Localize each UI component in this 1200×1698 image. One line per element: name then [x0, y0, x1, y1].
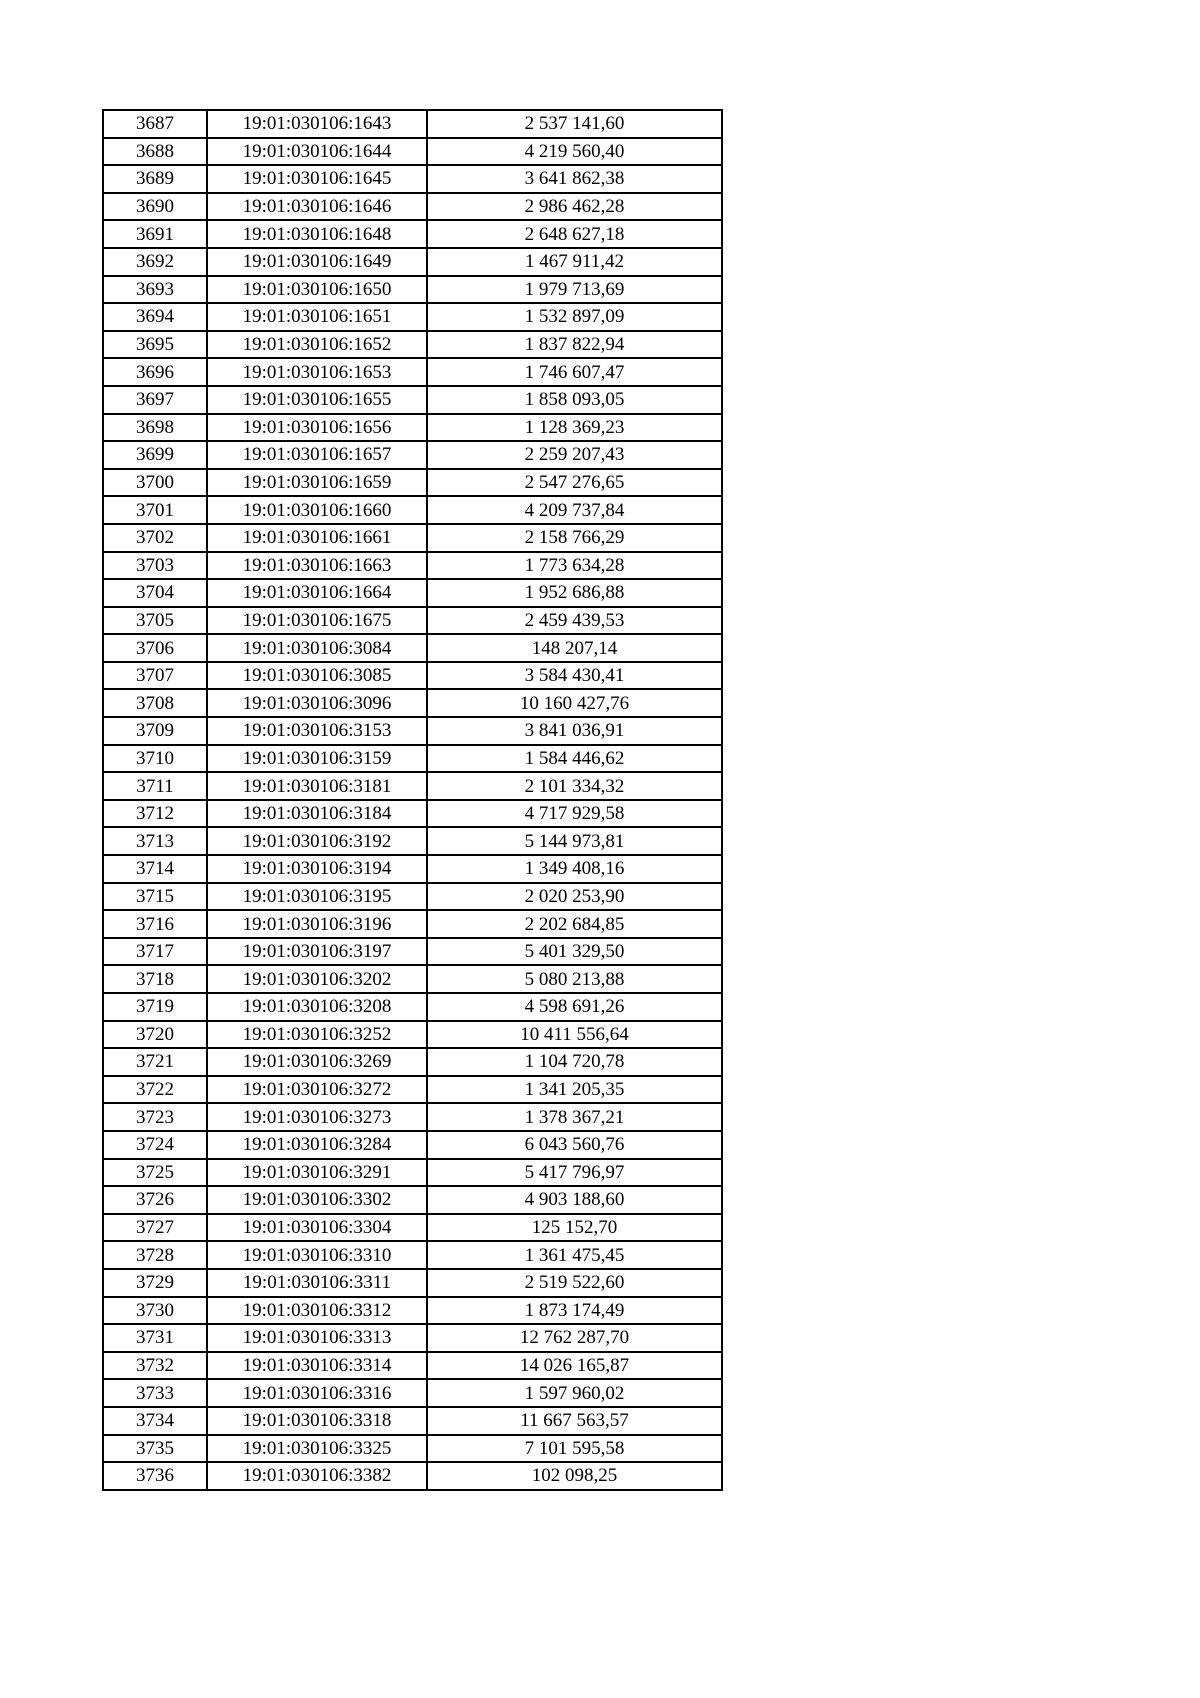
row-number-cell: 3695	[103, 331, 207, 359]
data-table	[102, 109, 723, 1491]
value-cell: 12 762 287,70	[427, 1324, 722, 1352]
value-cell: 1 128 369,23	[427, 414, 722, 442]
row-number-cell: 3700	[103, 469, 207, 497]
value-cell: 2 547 276,65	[427, 469, 722, 497]
cadastral-number-cell: 19:01:030106:3284	[207, 1131, 427, 1159]
cadastral-number-cell: 19:01:030106:1649	[207, 248, 427, 276]
table-row	[103, 745, 722, 773]
cadastral-number-cell: 19:01:030106:3184	[207, 800, 427, 828]
cadastral-number-cell: 19:01:030106:3197	[207, 938, 427, 966]
value-cell: 1 341 205,35	[427, 1076, 722, 1104]
cadastral-number-cell: 19:01:030106:3085	[207, 662, 427, 690]
table-row	[103, 883, 722, 911]
table-row	[103, 634, 722, 662]
row-number-cell: 3691	[103, 220, 207, 248]
value-cell: 1 837 822,94	[427, 331, 722, 359]
row-number-cell: 3720	[103, 1021, 207, 1049]
row-number-cell: 3690	[103, 193, 207, 221]
row-number-cell: 3726	[103, 1186, 207, 1214]
cadastral-number-cell: 19:01:030106:3208	[207, 993, 427, 1021]
table-body	[103, 110, 722, 1490]
table-row	[103, 1407, 722, 1435]
table-row	[103, 110, 722, 138]
value-cell: 10 411 556,64	[427, 1021, 722, 1049]
table-row	[103, 800, 722, 828]
row-number-cell: 3693	[103, 276, 207, 304]
row-number-cell: 3727	[103, 1214, 207, 1242]
row-number-cell: 3687	[103, 110, 207, 138]
cadastral-number-cell: 19:01:030106:3159	[207, 745, 427, 773]
value-cell: 10 160 427,76	[427, 689, 722, 717]
cadastral-number-cell: 19:01:030106:3273	[207, 1103, 427, 1131]
value-cell: 3 841 036,91	[427, 717, 722, 745]
table-row	[103, 1297, 722, 1325]
value-cell: 2 648 627,18	[427, 220, 722, 248]
table-row	[103, 414, 722, 442]
row-number-cell: 3709	[103, 717, 207, 745]
cadastral-number-cell: 19:01:030106:3313	[207, 1324, 427, 1352]
row-number-cell: 3694	[103, 303, 207, 331]
table-row	[103, 552, 722, 580]
row-number-cell: 3692	[103, 248, 207, 276]
value-cell: 148 207,14	[427, 634, 722, 662]
table-row	[103, 1379, 722, 1407]
cadastral-number-cell: 19:01:030106:1643	[207, 110, 427, 138]
value-cell: 6 043 560,76	[427, 1131, 722, 1159]
table-row	[103, 1462, 722, 1490]
cadastral-number-cell: 19:01:030106:3096	[207, 689, 427, 717]
value-cell: 2 020 253,90	[427, 883, 722, 911]
value-cell: 1 467 911,42	[427, 248, 722, 276]
cadastral-number-cell: 19:01:030106:1648	[207, 220, 427, 248]
cadastral-number-cell: 19:01:030106:1663	[207, 552, 427, 580]
table-row	[103, 1269, 722, 1297]
value-cell: 2 459 439,53	[427, 607, 722, 635]
table-row	[103, 772, 722, 800]
row-number-cell: 3723	[103, 1103, 207, 1131]
row-number-cell: 3718	[103, 965, 207, 993]
row-number-cell: 3729	[103, 1269, 207, 1297]
cadastral-number-cell: 19:01:030106:1661	[207, 524, 427, 552]
table-row	[103, 1131, 722, 1159]
value-cell: 1 104 720,78	[427, 1048, 722, 1076]
table-row	[103, 441, 722, 469]
cadastral-number-cell: 19:01:030106:1653	[207, 358, 427, 386]
row-number-cell: 3728	[103, 1241, 207, 1269]
row-number-cell: 3724	[103, 1131, 207, 1159]
table-row	[103, 1186, 722, 1214]
cadastral-number-cell: 19:01:030106:3302	[207, 1186, 427, 1214]
cadastral-number-cell: 19:01:030106:3304	[207, 1214, 427, 1242]
row-number-cell: 3733	[103, 1379, 207, 1407]
value-cell: 125 152,70	[427, 1214, 722, 1242]
row-number-cell: 3703	[103, 552, 207, 580]
value-cell: 5 417 796,97	[427, 1159, 722, 1187]
table-row	[103, 689, 722, 717]
value-cell: 14 026 165,87	[427, 1352, 722, 1380]
row-number-cell: 3732	[103, 1352, 207, 1380]
value-cell: 2 202 684,85	[427, 910, 722, 938]
value-cell: 5 144 973,81	[427, 827, 722, 855]
table-row	[103, 1435, 722, 1463]
table-row	[103, 524, 722, 552]
row-number-cell: 3702	[103, 524, 207, 552]
cadastral-number-cell: 19:01:030106:1652	[207, 331, 427, 359]
row-number-cell: 3735	[103, 1435, 207, 1463]
cadastral-number-cell: 19:01:030106:3196	[207, 910, 427, 938]
cadastral-number-cell: 19:01:030106:1644	[207, 138, 427, 166]
row-number-cell: 3711	[103, 772, 207, 800]
cadastral-number-cell: 19:01:030106:1651	[207, 303, 427, 331]
value-cell: 1 952 686,88	[427, 579, 722, 607]
value-cell: 102 098,25	[427, 1462, 722, 1490]
row-number-cell: 3712	[103, 800, 207, 828]
value-cell: 1 858 093,05	[427, 386, 722, 414]
value-cell: 3 584 430,41	[427, 662, 722, 690]
table-row	[103, 1021, 722, 1049]
table-row	[103, 1076, 722, 1104]
value-cell: 4 598 691,26	[427, 993, 722, 1021]
cadastral-number-cell: 19:01:030106:1656	[207, 414, 427, 442]
cadastral-number-cell: 19:01:030106:3318	[207, 1407, 427, 1435]
row-number-cell: 3699	[103, 441, 207, 469]
value-cell: 1 378 367,21	[427, 1103, 722, 1131]
cadastral-number-cell: 19:01:030106:1675	[207, 607, 427, 635]
row-number-cell: 3696	[103, 358, 207, 386]
row-number-cell: 3708	[103, 689, 207, 717]
value-cell: 11 667 563,57	[427, 1407, 722, 1435]
table-row	[103, 579, 722, 607]
cadastral-number-cell: 19:01:030106:3312	[207, 1297, 427, 1325]
cadastral-number-cell: 19:01:030106:1650	[207, 276, 427, 304]
table-row	[103, 1048, 722, 1076]
value-cell: 5 401 329,50	[427, 938, 722, 966]
table-row	[103, 662, 722, 690]
row-number-cell: 3721	[103, 1048, 207, 1076]
row-number-cell: 3719	[103, 993, 207, 1021]
row-number-cell: 3707	[103, 662, 207, 690]
table-row	[103, 220, 722, 248]
cadastral-number-cell: 19:01:030106:1657	[207, 441, 427, 469]
table-row	[103, 496, 722, 524]
table-row	[103, 993, 722, 1021]
value-cell: 5 080 213,88	[427, 965, 722, 993]
value-cell: 4 219 560,40	[427, 138, 722, 166]
value-cell: 1 584 446,62	[427, 745, 722, 773]
value-cell: 1 349 408,16	[427, 855, 722, 883]
row-number-cell: 3706	[103, 634, 207, 662]
cadastral-number-cell: 19:01:030106:3269	[207, 1048, 427, 1076]
cadastral-number-cell: 19:01:030106:3195	[207, 883, 427, 911]
value-cell: 3 641 862,38	[427, 165, 722, 193]
value-cell: 1 873 174,49	[427, 1297, 722, 1325]
row-number-cell: 3689	[103, 165, 207, 193]
table-row	[103, 1214, 722, 1242]
row-number-cell: 3717	[103, 938, 207, 966]
cadastral-number-cell: 19:01:030106:3194	[207, 855, 427, 883]
row-number-cell: 3698	[103, 414, 207, 442]
table-row	[103, 1324, 722, 1352]
table-row	[103, 1241, 722, 1269]
table-row	[103, 1352, 722, 1380]
row-number-cell: 3736	[103, 1462, 207, 1490]
table-row	[103, 303, 722, 331]
row-number-cell: 3710	[103, 745, 207, 773]
table-row	[103, 248, 722, 276]
table-row	[103, 193, 722, 221]
cadastral-number-cell: 19:01:030106:3084	[207, 634, 427, 662]
value-cell: 1 361 475,45	[427, 1241, 722, 1269]
table-row	[103, 607, 722, 635]
row-number-cell: 3713	[103, 827, 207, 855]
value-cell: 2 519 522,60	[427, 1269, 722, 1297]
table-row	[103, 827, 722, 855]
value-cell: 1 746 607,47	[427, 358, 722, 386]
cadastral-number-cell: 19:01:030106:1645	[207, 165, 427, 193]
value-cell: 1 597 960,02	[427, 1379, 722, 1407]
cadastral-number-cell: 19:01:030106:1660	[207, 496, 427, 524]
cadastral-number-cell: 19:01:030106:3153	[207, 717, 427, 745]
table-row	[103, 358, 722, 386]
row-number-cell: 3722	[103, 1076, 207, 1104]
table-row	[103, 138, 722, 166]
cadastral-number-cell: 19:01:030106:1655	[207, 386, 427, 414]
value-cell: 2 101 334,32	[427, 772, 722, 800]
value-cell: 1 773 634,28	[427, 552, 722, 580]
value-cell: 2 986 462,28	[427, 193, 722, 221]
row-number-cell: 3705	[103, 607, 207, 635]
value-cell: 4 717 929,58	[427, 800, 722, 828]
row-number-cell: 3704	[103, 579, 207, 607]
value-cell: 1 532 897,09	[427, 303, 722, 331]
cadastral-number-cell: 19:01:030106:3310	[207, 1241, 427, 1269]
table-row	[103, 938, 722, 966]
row-number-cell: 3725	[103, 1159, 207, 1187]
cadastral-number-cell: 19:01:030106:3181	[207, 772, 427, 800]
value-cell: 2 537 141,60	[427, 110, 722, 138]
table-row	[103, 717, 722, 745]
value-cell: 4 209 737,84	[427, 496, 722, 524]
row-number-cell: 3716	[103, 910, 207, 938]
row-number-cell: 3715	[103, 883, 207, 911]
table-row	[103, 1159, 722, 1187]
row-number-cell: 3731	[103, 1324, 207, 1352]
table-row	[103, 1103, 722, 1131]
row-number-cell: 3734	[103, 1407, 207, 1435]
row-number-cell: 3688	[103, 138, 207, 166]
cadastral-number-cell: 19:01:030106:1646	[207, 193, 427, 221]
cadastral-number-cell: 19:01:030106:3291	[207, 1159, 427, 1187]
table-row	[103, 276, 722, 304]
table-row	[103, 386, 722, 414]
row-number-cell: 3730	[103, 1297, 207, 1325]
cadastral-number-cell: 19:01:030106:1659	[207, 469, 427, 497]
table-row	[103, 469, 722, 497]
cadastral-number-cell: 19:01:030106:3382	[207, 1462, 427, 1490]
value-cell: 4 903 188,60	[427, 1186, 722, 1214]
row-number-cell: 3714	[103, 855, 207, 883]
cadastral-number-cell: 19:01:030106:3252	[207, 1021, 427, 1049]
cadastral-number-cell: 19:01:030106:3311	[207, 1269, 427, 1297]
cadastral-number-cell: 19:01:030106:3202	[207, 965, 427, 993]
value-cell: 2 158 766,29	[427, 524, 722, 552]
cadastral-number-cell: 19:01:030106:3272	[207, 1076, 427, 1104]
table-row	[103, 965, 722, 993]
cadastral-number-cell: 19:01:030106:1664	[207, 579, 427, 607]
cadastral-number-cell: 19:01:030106:3325	[207, 1435, 427, 1463]
row-number-cell: 3697	[103, 386, 207, 414]
table-row	[103, 855, 722, 883]
cadastral-number-cell: 19:01:030106:3316	[207, 1379, 427, 1407]
row-number-cell: 3701	[103, 496, 207, 524]
table-row	[103, 331, 722, 359]
value-cell: 7 101 595,58	[427, 1435, 722, 1463]
table-row	[103, 165, 722, 193]
value-cell: 1 979 713,69	[427, 276, 722, 304]
value-cell: 2 259 207,43	[427, 441, 722, 469]
cadastral-number-cell: 19:01:030106:3314	[207, 1352, 427, 1380]
cadastral-number-cell: 19:01:030106:3192	[207, 827, 427, 855]
table-row	[103, 910, 722, 938]
